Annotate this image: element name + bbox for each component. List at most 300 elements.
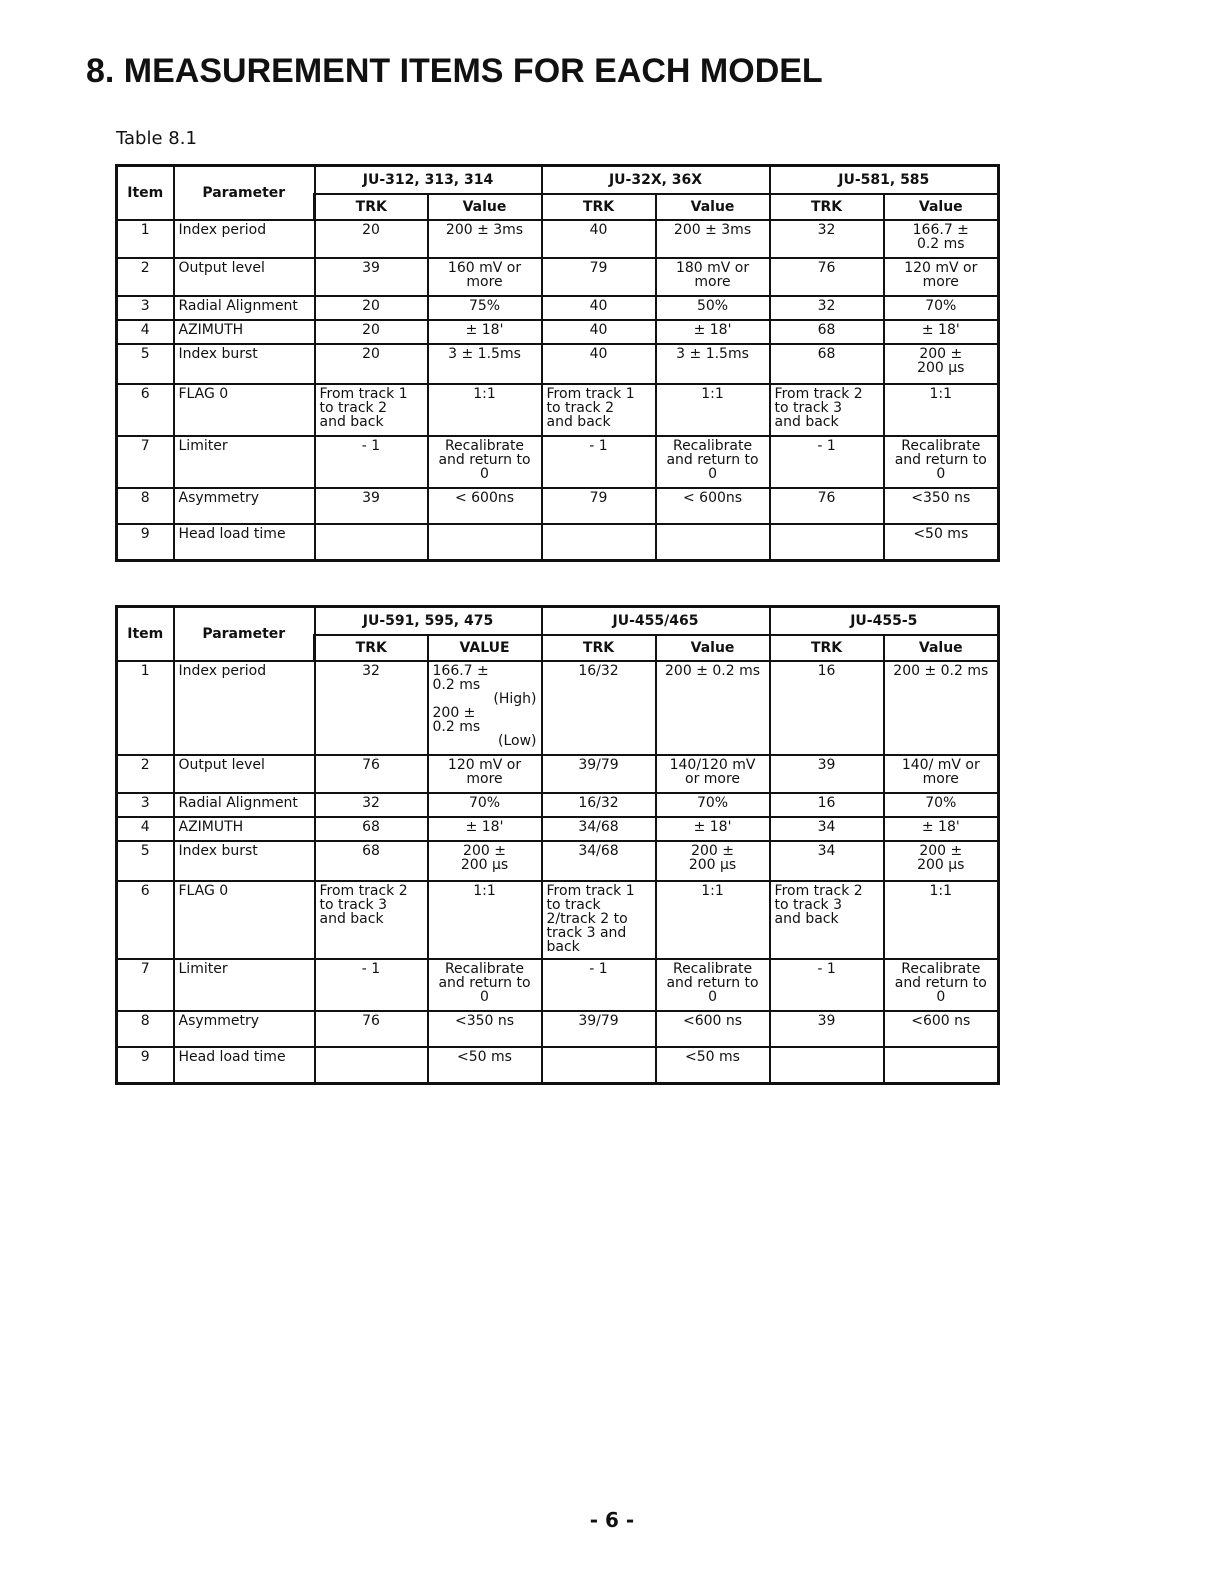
cell-line: ± 18' bbox=[921, 322, 960, 338]
table-row bbox=[117, 755, 999, 793]
parameter-name: Asymmetry bbox=[174, 1011, 315, 1047]
parameter-name: AZIMUTH bbox=[174, 320, 315, 344]
parameter-name: AZIMUTH bbox=[174, 817, 315, 841]
cell-line: and return to bbox=[666, 975, 759, 991]
item-number: 1 bbox=[117, 661, 174, 755]
value-cell bbox=[884, 258, 999, 296]
cell-line: 70% bbox=[925, 795, 957, 811]
cell-line: < 600ns bbox=[454, 490, 515, 506]
cell-line: 34/68 bbox=[578, 843, 619, 859]
trk-cell bbox=[770, 344, 884, 384]
cell-line: 20 bbox=[362, 298, 380, 314]
cell-line: 200 µs bbox=[460, 857, 509, 873]
value-header: VALUE bbox=[428, 635, 542, 661]
trk-cell bbox=[542, 488, 656, 524]
value-cell bbox=[884, 661, 999, 755]
value-line: 0.2 ms bbox=[432, 677, 481, 693]
value-cell bbox=[428, 817, 542, 841]
cell-line: - 1 bbox=[817, 438, 836, 454]
cell-line: <50 ms bbox=[457, 1049, 512, 1065]
value-line: 200 ± bbox=[432, 705, 476, 721]
trk-cell bbox=[770, 488, 884, 524]
cell-line: 39 bbox=[362, 490, 380, 506]
cell-line: more bbox=[466, 771, 503, 787]
trk-cell bbox=[315, 881, 428, 959]
value-cell bbox=[884, 1047, 999, 1083]
trk-cell bbox=[542, 344, 656, 384]
table-row bbox=[117, 959, 999, 1011]
table-row bbox=[117, 1047, 999, 1083]
value-cell bbox=[656, 436, 770, 488]
trk-cell bbox=[315, 296, 428, 320]
trk-header: TRK bbox=[315, 635, 428, 661]
cell-line: <600 ns bbox=[911, 1013, 971, 1029]
value-cell bbox=[884, 1011, 999, 1047]
cell-line: 39 bbox=[362, 260, 380, 276]
cell-line: <350 ns bbox=[454, 1013, 515, 1029]
table-row bbox=[117, 524, 999, 560]
item-number: 5 bbox=[117, 344, 174, 384]
cell-line: 0 bbox=[708, 466, 717, 482]
value-cell bbox=[428, 793, 542, 817]
trk-cell bbox=[770, 661, 884, 755]
cell-line: - 1 bbox=[361, 438, 381, 454]
value-cell bbox=[656, 755, 770, 793]
cell-line: 70% bbox=[925, 298, 957, 314]
cell-line: 76 bbox=[362, 757, 380, 773]
cell-line: From track 1 bbox=[319, 386, 408, 402]
cell-line: to track bbox=[546, 897, 601, 913]
value-cell bbox=[428, 1047, 542, 1083]
trk-cell bbox=[770, 384, 884, 436]
value-cell bbox=[884, 817, 999, 841]
parameter-name: FLAG 0 bbox=[174, 384, 315, 436]
value-header: Value bbox=[656, 194, 770, 220]
cell-line: 1:1 bbox=[929, 883, 953, 899]
cell-line: 200 ± 0.2 ms bbox=[665, 663, 761, 679]
value-cell bbox=[428, 384, 542, 436]
spec-table-2 bbox=[115, 605, 1000, 1085]
value-cell bbox=[428, 959, 542, 1011]
cell-line: 1:1 bbox=[929, 386, 953, 402]
trk-cell bbox=[315, 220, 428, 258]
cell-line: and back bbox=[319, 414, 384, 430]
cell-line: - 1 bbox=[589, 438, 608, 454]
cell-line: 34 bbox=[817, 843, 836, 859]
trk-cell bbox=[770, 793, 884, 817]
cell-line: 200 ± 3ms bbox=[673, 222, 752, 238]
cell-line: and back bbox=[546, 414, 611, 430]
trk-cell bbox=[542, 296, 656, 320]
value-cell bbox=[428, 1011, 542, 1047]
cell-line: and return to bbox=[666, 452, 759, 468]
table-row bbox=[117, 258, 999, 296]
parameter-name: Output level bbox=[174, 258, 315, 296]
cell-line: ± 18' bbox=[921, 819, 960, 835]
value-cell bbox=[884, 296, 999, 320]
value-cell bbox=[884, 436, 999, 488]
cell-line: 32 bbox=[362, 663, 380, 679]
cell-line: 32 bbox=[817, 222, 836, 238]
trk-cell bbox=[315, 436, 428, 488]
cell-line: Recalibrate bbox=[901, 438, 981, 454]
value-note: (High) bbox=[493, 691, 537, 707]
cell-line: more bbox=[694, 274, 731, 290]
cell-line: 70% bbox=[468, 795, 501, 811]
parameter-name: Radial Alignment bbox=[174, 793, 315, 817]
item-number: 8 bbox=[117, 1011, 174, 1047]
value-cell bbox=[428, 661, 542, 755]
item-number: 5 bbox=[117, 841, 174, 881]
item-number: 9 bbox=[117, 524, 174, 560]
table-row bbox=[117, 661, 999, 755]
cell-line: 76 bbox=[817, 260, 836, 276]
cell-line: 34/68 bbox=[578, 819, 619, 835]
cell-line: 200 µs bbox=[688, 857, 737, 873]
cell-line: 200 µs bbox=[917, 360, 965, 376]
value-cell bbox=[428, 524, 542, 560]
value-cell bbox=[884, 524, 999, 560]
value-note: (Low) bbox=[498, 733, 537, 749]
item-number: 1 bbox=[117, 220, 174, 258]
cell-line: more bbox=[922, 274, 959, 290]
cell-line: 200 ± 3ms bbox=[445, 222, 524, 238]
table-row bbox=[117, 436, 999, 488]
cell-line: 1:1 bbox=[473, 386, 496, 402]
cell-line: 70% bbox=[696, 795, 729, 811]
value-cell bbox=[656, 817, 770, 841]
cell-line: 16/32 bbox=[578, 795, 619, 811]
trk-cell bbox=[770, 320, 884, 344]
cell-line: 34 bbox=[817, 819, 836, 835]
cell-line: and back bbox=[774, 414, 839, 430]
trk-cell bbox=[542, 258, 656, 296]
cell-line: 16/32 bbox=[578, 663, 619, 679]
cell-line: 0.2 ms bbox=[916, 236, 965, 252]
cell-line: <350 ns bbox=[911, 490, 971, 506]
cell-line: 32 bbox=[362, 795, 380, 811]
cell-line: Recalibrate bbox=[672, 961, 753, 977]
model-header: JU-455-5 bbox=[770, 607, 999, 636]
cell-line: 39 bbox=[817, 757, 836, 773]
trk-cell bbox=[542, 524, 656, 560]
trk-cell bbox=[542, 220, 656, 258]
cell-line: and return to bbox=[438, 975, 531, 991]
trk-cell bbox=[315, 524, 428, 560]
spec-table-1 bbox=[115, 164, 1000, 562]
trk-cell bbox=[315, 817, 428, 841]
cell-line: and back bbox=[774, 911, 839, 927]
trk-cell bbox=[542, 661, 656, 755]
value-cell bbox=[884, 793, 999, 817]
parameter-name: Index burst bbox=[174, 344, 315, 384]
item-number: 7 bbox=[117, 436, 174, 488]
cell-line: 32 bbox=[817, 298, 836, 314]
cell-line: 160 mV or bbox=[447, 260, 522, 276]
value-cell bbox=[656, 488, 770, 524]
cell-line: 140/ mV or bbox=[901, 757, 980, 773]
value-cell bbox=[884, 344, 999, 384]
trk-cell bbox=[542, 755, 656, 793]
model-header: JU-591, 595, 475 bbox=[315, 607, 542, 636]
value-cell bbox=[884, 959, 999, 1011]
value-cell bbox=[656, 959, 770, 1011]
trk-cell bbox=[542, 841, 656, 881]
parameter-name: FLAG 0 bbox=[174, 881, 315, 959]
table-row bbox=[117, 1011, 999, 1047]
trk-cell bbox=[315, 344, 428, 384]
cell-line: 200 ± bbox=[463, 843, 506, 859]
cell-line: - 1 bbox=[589, 961, 608, 977]
trk-cell bbox=[315, 258, 428, 296]
cell-line: 1:1 bbox=[701, 386, 724, 402]
trk-header: TRK bbox=[542, 194, 656, 220]
cell-line: Recalibrate bbox=[672, 438, 753, 454]
cell-line: From track 1 bbox=[546, 883, 635, 899]
trk-cell bbox=[770, 881, 884, 959]
cell-line: track 3 and bbox=[546, 925, 627, 941]
cell-line: more bbox=[922, 771, 959, 787]
value-cell bbox=[656, 1011, 770, 1047]
cell-line: 20 bbox=[362, 222, 380, 238]
trk-cell bbox=[315, 755, 428, 793]
trk-cell bbox=[542, 959, 656, 1011]
cell-line: 40 bbox=[589, 346, 608, 362]
trk-cell bbox=[315, 841, 428, 881]
value-cell bbox=[428, 755, 542, 793]
trk-cell bbox=[315, 1047, 428, 1083]
trk-cell bbox=[315, 793, 428, 817]
cell-line: 120 mV or bbox=[447, 757, 522, 773]
cell-line: 79 bbox=[589, 490, 608, 506]
item-number: 6 bbox=[117, 384, 174, 436]
value-cell bbox=[656, 320, 770, 344]
table-body bbox=[117, 661, 999, 1083]
value-cell bbox=[884, 755, 999, 793]
cell-line: 140/120 mV bbox=[669, 757, 756, 773]
item-number: 7 bbox=[117, 959, 174, 1011]
cell-line: 0 bbox=[936, 989, 946, 1005]
cell-line: - 1 bbox=[817, 961, 836, 977]
item-header: Item bbox=[117, 607, 174, 662]
cell-line: ± 18' bbox=[693, 322, 732, 338]
trk-cell bbox=[770, 959, 884, 1011]
trk-cell bbox=[315, 1011, 428, 1047]
value-cell bbox=[656, 841, 770, 881]
table-row bbox=[117, 841, 999, 881]
parameter-name: Limiter bbox=[174, 436, 315, 488]
cell-line: back bbox=[546, 939, 580, 955]
trk-cell bbox=[770, 436, 884, 488]
model-header: JU-32X, 36X bbox=[542, 166, 770, 195]
table-caption: Table 8.1 bbox=[116, 128, 197, 149]
value-cell bbox=[884, 841, 999, 881]
cell-line: more bbox=[466, 274, 503, 290]
table-body bbox=[117, 220, 999, 560]
value-header: Value bbox=[884, 194, 999, 220]
cell-line: Recalibrate bbox=[444, 438, 525, 454]
cell-line: 3 ± 1.5ms bbox=[448, 346, 521, 362]
value-header: Value bbox=[656, 635, 770, 661]
trk-cell bbox=[770, 258, 884, 296]
cell-line: 16 bbox=[817, 663, 836, 679]
trk-cell bbox=[542, 436, 656, 488]
cell-line: to track 3 bbox=[774, 400, 843, 416]
cell-line: 0 bbox=[936, 466, 946, 482]
trk-cell bbox=[315, 661, 428, 755]
parameter-name: Output level bbox=[174, 755, 315, 793]
trk-header: TRK bbox=[315, 194, 428, 220]
cell-line: to track 3 bbox=[319, 897, 387, 913]
value-cell bbox=[656, 524, 770, 560]
cell-line: 1:1 bbox=[473, 883, 496, 899]
cell-line: Recalibrate bbox=[444, 961, 525, 977]
cell-line: and return to bbox=[894, 975, 987, 991]
cell-line: 20 bbox=[362, 346, 380, 362]
cell-line: and return to bbox=[438, 452, 531, 468]
cell-line: and back bbox=[319, 911, 384, 927]
trk-header: TRK bbox=[542, 635, 656, 661]
value-cell bbox=[428, 258, 542, 296]
item-number: 2 bbox=[117, 755, 174, 793]
cell-line: 40 bbox=[589, 322, 608, 338]
parameter-header: Parameter bbox=[174, 607, 315, 662]
model-header: JU-581, 585 bbox=[770, 166, 999, 195]
cell-line: to track 2 bbox=[546, 400, 615, 416]
cell-line: 76 bbox=[362, 1013, 380, 1029]
cell-line: From track 2 bbox=[774, 883, 863, 899]
cell-line: 68 bbox=[817, 346, 836, 362]
parameter-name: Index period bbox=[174, 661, 315, 755]
cell-line: 180 mV or bbox=[675, 260, 750, 276]
page-number: - 6 - bbox=[589, 1508, 635, 1532]
value-cell bbox=[884, 384, 999, 436]
parameter-name: Radial Alignment bbox=[174, 296, 315, 320]
cell-line: 20 bbox=[362, 322, 380, 338]
cell-line: 200 ± bbox=[691, 843, 734, 859]
trk-cell bbox=[770, 296, 884, 320]
item-header: Item bbox=[117, 166, 174, 221]
table-row bbox=[117, 344, 999, 384]
value-cell bbox=[428, 881, 542, 959]
cell-line: 120 mV or bbox=[904, 260, 978, 276]
cell-line: Recalibrate bbox=[901, 961, 981, 977]
cell-line: ± 18' bbox=[465, 819, 504, 835]
cell-line: < 600ns bbox=[682, 490, 743, 506]
item-number: 3 bbox=[117, 296, 174, 320]
value-cell bbox=[428, 296, 542, 320]
cell-line: 200 ± 0.2 ms bbox=[893, 663, 989, 679]
cell-line: 68 bbox=[362, 843, 380, 859]
value-cell bbox=[656, 793, 770, 817]
cell-line: 68 bbox=[817, 322, 836, 338]
trk-cell bbox=[770, 1047, 884, 1083]
cell-line: 79 bbox=[589, 260, 608, 276]
value-cell bbox=[656, 220, 770, 258]
cell-line: <50 ms bbox=[685, 1049, 740, 1065]
item-number: 8 bbox=[117, 488, 174, 524]
cell-line: From track 1 bbox=[546, 386, 635, 402]
cell-line: 200 µs bbox=[917, 857, 965, 873]
cell-line: 3 ± 1.5ms bbox=[676, 346, 749, 362]
trk-cell bbox=[770, 755, 884, 793]
trk-cell bbox=[542, 817, 656, 841]
trk-cell bbox=[770, 1011, 884, 1047]
trk-cell bbox=[770, 817, 884, 841]
table-row bbox=[117, 296, 999, 320]
parameter-name: Asymmetry bbox=[174, 488, 315, 524]
value-cell bbox=[884, 220, 999, 258]
cell-line: From track 2 bbox=[774, 386, 863, 402]
cell-line: 0 bbox=[708, 989, 717, 1005]
value-line: 166.7 ± bbox=[432, 663, 489, 679]
model-header: JU-312, 313, 314 bbox=[315, 166, 542, 195]
cell-line: to track 2 bbox=[319, 400, 387, 416]
trk-cell bbox=[315, 488, 428, 524]
cell-line: 39 bbox=[817, 1013, 836, 1029]
cell-line: 39/79 bbox=[578, 757, 619, 773]
cell-line: 200 ± bbox=[919, 843, 963, 859]
trk-cell bbox=[770, 220, 884, 258]
trk-header: TRK bbox=[770, 635, 884, 661]
value-cell bbox=[656, 296, 770, 320]
cell-line: ± 18' bbox=[693, 819, 732, 835]
item-number: 2 bbox=[117, 258, 174, 296]
trk-cell bbox=[542, 320, 656, 344]
item-number: 4 bbox=[117, 817, 174, 841]
table-row bbox=[117, 488, 999, 524]
cell-line: 2/track 2 to bbox=[546, 911, 628, 927]
value-cell bbox=[656, 344, 770, 384]
trk-cell bbox=[770, 524, 884, 560]
value-cell bbox=[884, 881, 999, 959]
item-number: 6 bbox=[117, 881, 174, 959]
cell-line: and return to bbox=[894, 452, 987, 468]
parameter-name: Index burst bbox=[174, 841, 315, 881]
cell-line: - 1 bbox=[361, 961, 381, 977]
page-title: 8. MEASUREMENT ITEMS FOR EACH MODEL bbox=[86, 52, 823, 90]
cell-line: 0 bbox=[480, 989, 489, 1005]
cell-line: 50% bbox=[696, 298, 729, 314]
table-row bbox=[117, 384, 999, 436]
cell-line: 200 ± bbox=[919, 346, 963, 362]
value-cell bbox=[884, 320, 999, 344]
trk-cell bbox=[315, 320, 428, 344]
cell-line: 75% bbox=[468, 298, 501, 314]
trk-cell bbox=[542, 1011, 656, 1047]
value-cell bbox=[656, 384, 770, 436]
value-cell bbox=[656, 661, 770, 755]
parameter-header: Parameter bbox=[174, 166, 315, 221]
parameter-name: Head load time bbox=[174, 524, 315, 560]
value-cell bbox=[428, 344, 542, 384]
value-cell bbox=[884, 488, 999, 524]
cell-line: or more bbox=[685, 771, 741, 787]
parameter-name: Head load time bbox=[174, 1047, 315, 1083]
trk-header: TRK bbox=[770, 194, 884, 220]
value-cell bbox=[656, 1047, 770, 1083]
cell-line: 40 bbox=[589, 298, 608, 314]
cell-line: to track 3 bbox=[774, 897, 843, 913]
value-line: 0.2 ms bbox=[432, 719, 481, 735]
value-cell bbox=[428, 436, 542, 488]
value-cell bbox=[428, 320, 542, 344]
cell-line: 166.7 ± bbox=[912, 222, 969, 238]
table-row bbox=[117, 320, 999, 344]
parameter-name: Limiter bbox=[174, 959, 315, 1011]
trk-cell bbox=[315, 384, 428, 436]
trk-cell bbox=[542, 384, 656, 436]
